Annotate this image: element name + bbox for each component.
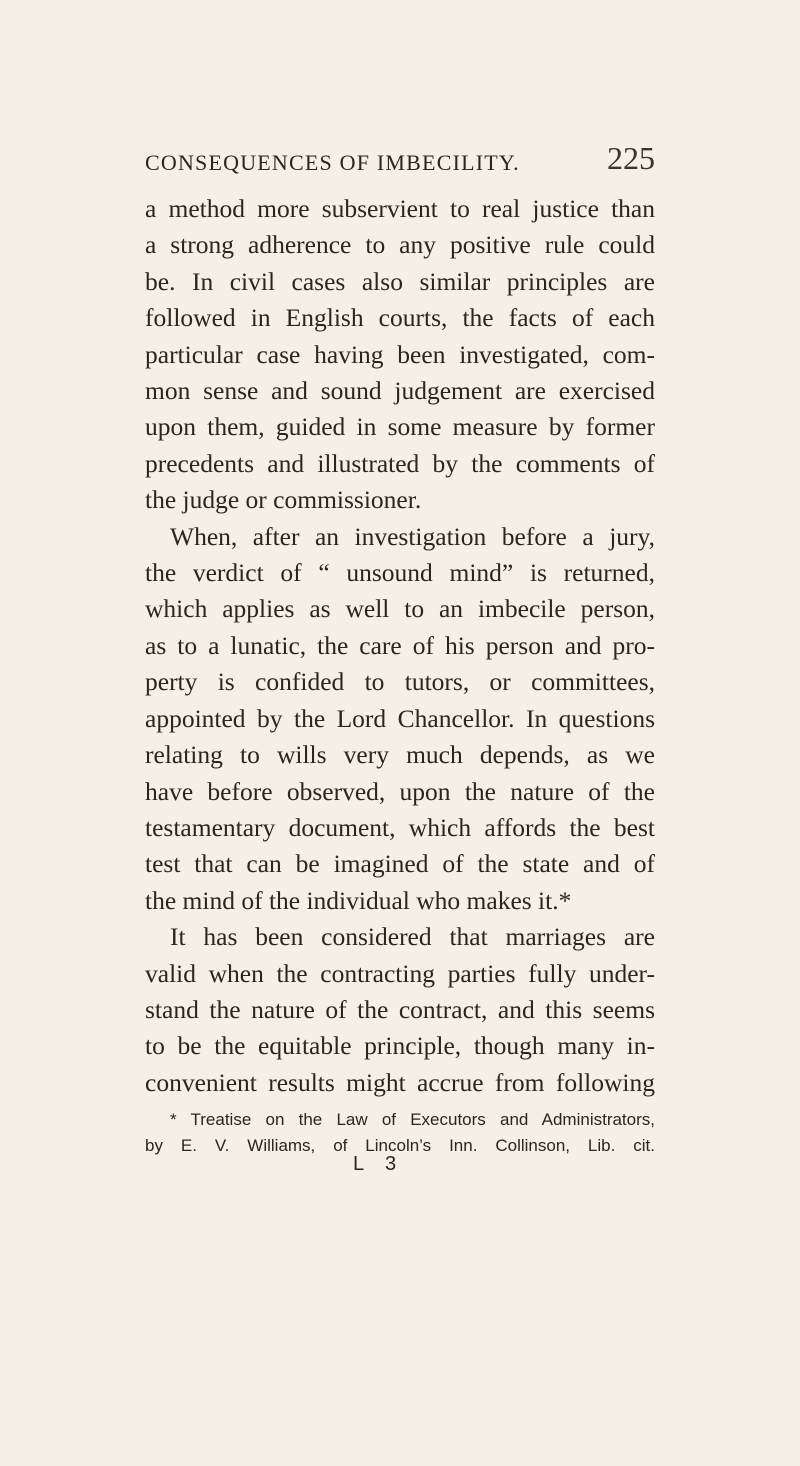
signature-mark: L 3: [353, 1153, 405, 1175]
text-line: valid when the contracting parties fully under-: [145, 958, 655, 988]
footnote-line: by E. V. Williams, of Lincoln’s Inn. Collinson, Lib. cit.: [145, 1136, 655, 1155]
running-title: CONSEQUENCES OF IMBECILITY.: [145, 150, 520, 175]
text-line: followed in English courts, the facts of each: [145, 303, 655, 333]
text-line: perty is confided to tutors, or committees,: [145, 667, 655, 697]
text-line: a strong adherence to any positive rule could: [145, 230, 655, 260]
text-line: mon sense and sound judgement are exercised: [145, 376, 655, 406]
text-line: testamentary document, which affords the best: [145, 812, 655, 842]
text-line: appointed by the Lord Chancellor. In questions: [145, 703, 655, 733]
page-number: 225: [607, 140, 655, 176]
text-line: upon them, guided in some measure by former: [145, 412, 655, 442]
text-line: test that can be imagined of the state and of: [145, 849, 655, 879]
running-header: [145, 140, 655, 182]
footnote: [145, 1107, 655, 1159]
text-line: a method more subservient to real justice than: [145, 194, 655, 223]
text-line: which applies as well to an imbecile person,: [145, 594, 655, 624]
text-line: precedents and illustrated by the comments of: [145, 448, 655, 478]
text-line: the mind of the individual who makes it.*: [145, 885, 572, 915]
footnote-line: * Treatise on the Law of Executors and Administrators,: [170, 1110, 655, 1129]
text-line: stand the nature of the contract, and this seems: [145, 994, 655, 1024]
text-line: It has been considered that marriages are: [170, 922, 655, 952]
text-line: be. In civil cases also similar principles are: [145, 266, 655, 296]
text-line: to be the equitable principle, though many in-: [145, 1031, 655, 1061]
text-line: as to a lunatic, the care of his person and pro-: [145, 630, 655, 660]
text-line: particular case having been investigated, com-: [145, 339, 655, 369]
text-line: relating to wills very much depends, as we: [145, 740, 655, 770]
text-line: When, after an investigation before a jury,: [170, 521, 655, 551]
text-line: have before observed, upon the nature of the: [145, 776, 655, 806]
text-line: the judge or commissioner.: [145, 485, 422, 515]
text-line: convenient results might accrue from following: [145, 1067, 655, 1097]
body-text: [145, 191, 655, 1101]
text-line: the verdict of “ unsound mind” is returned,: [145, 558, 655, 588]
